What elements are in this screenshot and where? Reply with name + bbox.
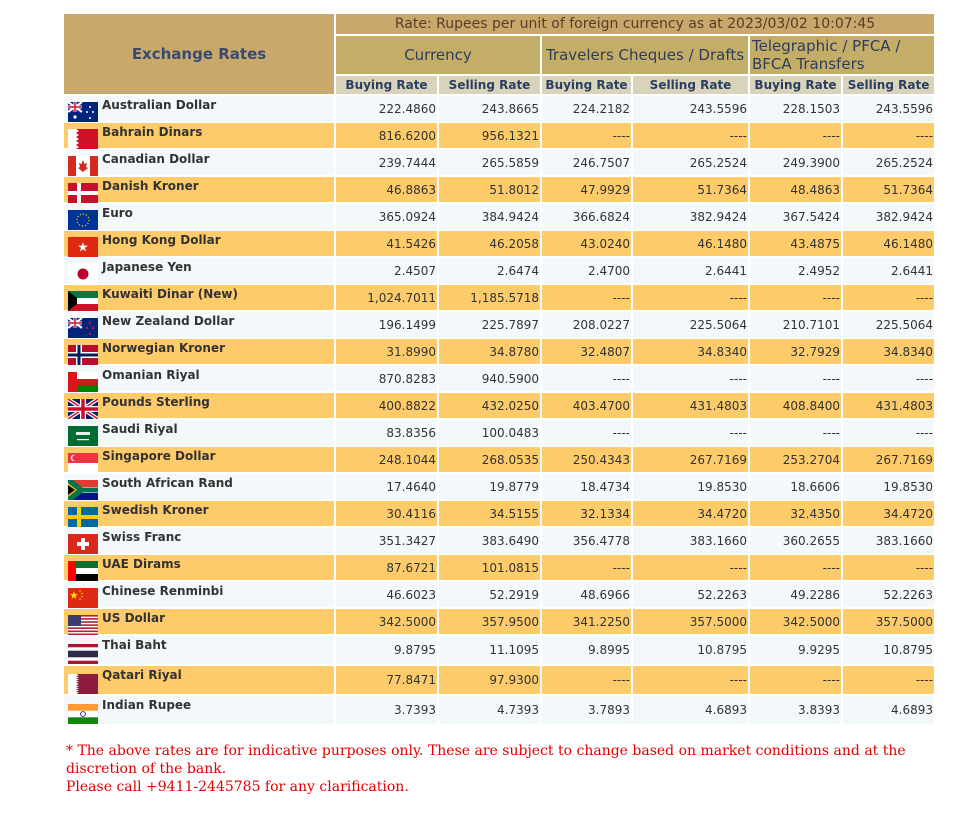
currency-selling-rate-cell: 225.7897 — [439, 312, 540, 337]
tc-selling-rate-cell: 265.2524 — [633, 150, 748, 175]
sub-header-selling-rate: Selling Rate — [439, 76, 540, 94]
tc-buying-rate-cell: 3.7893 — [542, 696, 631, 724]
tt-selling-rate-cell: 52.2263 — [843, 582, 934, 607]
tc-buying-rate-cell: 9.8995 — [542, 636, 631, 664]
currency-name: Singapore Dollar — [102, 449, 216, 463]
currency-name-cell — [64, 555, 334, 580]
table-row — [64, 555, 934, 580]
tt-selling-rate-cell: ---- — [843, 366, 934, 391]
norway-flag-icon — [68, 345, 98, 365]
currency-selling-rate-cell: 52.2919 — [439, 582, 540, 607]
tt-buying-rate-cell: ---- — [750, 285, 841, 310]
tc-selling-rate-cell: ---- — [633, 123, 748, 148]
currency-name: Euro — [102, 206, 133, 220]
table-row — [64, 582, 934, 607]
tc-selling-rate-cell: 34.8340 — [633, 339, 748, 364]
currency-selling-rate-cell: 11.1095 — [439, 636, 540, 664]
canada-flag-icon — [68, 156, 98, 176]
tt-buying-rate-cell: 9.9295 — [750, 636, 841, 664]
table-row — [64, 204, 934, 229]
table-row — [64, 420, 934, 445]
table-row — [64, 285, 934, 310]
currency-name: Saudi Riyal — [102, 422, 178, 436]
tt-selling-rate-cell: 382.9424 — [843, 204, 934, 229]
china-flag-icon — [68, 588, 98, 608]
group-currency: Currency — [336, 36, 540, 74]
tt-selling-rate-cell: 267.7169 — [843, 447, 934, 472]
currency-name: Norwegian Kroner — [102, 341, 226, 355]
currency-name-cell — [64, 312, 334, 337]
table-row — [64, 636, 934, 664]
tc-selling-rate-cell: 51.7364 — [633, 177, 748, 202]
currency-name: Qatari Riyal — [102, 668, 182, 682]
tc-buying-rate-cell: 224.2182 — [542, 96, 631, 121]
tt-buying-rate-cell: 408.8400 — [750, 393, 841, 418]
tc-buying-rate-cell: ---- — [542, 366, 631, 391]
currency-buying-rate-cell: 365.0924 — [336, 204, 437, 229]
tc-selling-rate-cell: 225.5064 — [633, 312, 748, 337]
currency-name: Japanese Yen — [102, 260, 192, 274]
tc-buying-rate-cell: ---- — [542, 285, 631, 310]
currency-selling-rate-cell: 384.9424 — [439, 204, 540, 229]
currency-buying-rate-cell: 77.8471 — [336, 666, 437, 694]
currency-buying-rate-cell: 46.6023 — [336, 582, 437, 607]
south-africa-flag-icon — [68, 480, 98, 500]
table-row — [64, 339, 934, 364]
tc-buying-rate-cell: ---- — [542, 555, 631, 580]
currency-selling-rate-cell: 34.8780 — [439, 339, 540, 364]
tt-buying-rate-cell: ---- — [750, 123, 841, 148]
eu-flag-icon — [68, 210, 98, 230]
currency-name-cell — [64, 366, 334, 391]
currency-name-cell — [64, 582, 334, 607]
table-row — [64, 609, 934, 634]
table-title: Exchange Rates — [64, 14, 334, 94]
currency-name-cell — [64, 123, 334, 148]
currency-name-cell — [64, 420, 334, 445]
currency-name: Danish Kroner — [102, 179, 199, 193]
table-row — [64, 393, 934, 418]
india-flag-icon — [68, 704, 98, 724]
tc-selling-rate-cell: ---- — [633, 420, 748, 445]
sub-header-buying-rate: Buying Rate — [750, 76, 841, 94]
currency-buying-rate-cell: 46.8863 — [336, 177, 437, 202]
saudi-arabia-flag-icon — [68, 426, 98, 446]
group-travelers-cheques: Travelers Cheques / Drafts — [542, 36, 748, 74]
tt-selling-rate-cell: 2.6441 — [843, 258, 934, 283]
usa-flag-icon — [68, 615, 98, 635]
tc-selling-rate-cell: 52.2263 — [633, 582, 748, 607]
currency-name-cell — [64, 150, 334, 175]
uae-flag-icon — [68, 561, 98, 581]
uk-flag-icon — [68, 399, 98, 419]
currency-buying-rate-cell: 3.7393 — [336, 696, 437, 724]
currency-name: South African Rand — [102, 476, 233, 490]
currency-selling-rate-cell: 383.6490 — [439, 528, 540, 553]
currency-name-cell — [64, 636, 334, 664]
currency-name: US Dollar — [102, 611, 166, 625]
tt-selling-rate-cell: 34.4720 — [843, 501, 934, 526]
table-row — [64, 528, 934, 553]
table-row — [64, 501, 934, 526]
tt-selling-rate-cell: ---- — [843, 420, 934, 445]
table-row — [64, 96, 934, 121]
tt-selling-rate-cell: 357.5000 — [843, 609, 934, 634]
tt-buying-rate-cell: 360.2655 — [750, 528, 841, 553]
tt-selling-rate-cell: 431.4803 — [843, 393, 934, 418]
singapore-flag-icon — [68, 453, 98, 473]
currency-name-cell — [64, 231, 334, 256]
tc-buying-rate-cell: 43.0240 — [542, 231, 631, 256]
currency-buying-rate-cell: 31.8990 — [336, 339, 437, 364]
tc-selling-rate-cell: 243.5596 — [633, 96, 748, 121]
tt-buying-rate-cell: 32.4350 — [750, 501, 841, 526]
hong-kong-flag-icon — [68, 237, 98, 257]
tc-selling-rate-cell: 10.8795 — [633, 636, 748, 664]
currency-name-cell — [64, 339, 334, 364]
tc-buying-rate-cell: 366.6824 — [542, 204, 631, 229]
table-row — [64, 666, 934, 694]
currency-name-cell — [64, 447, 334, 472]
tc-buying-rate-cell: 48.6966 — [542, 582, 631, 607]
tc-selling-rate-cell: ---- — [633, 285, 748, 310]
tt-buying-rate-cell: 249.3900 — [750, 150, 841, 175]
currency-selling-rate-cell: 19.8779 — [439, 474, 540, 499]
exchange-rates-table — [62, 12, 936, 726]
currency-selling-rate-cell: 956.1321 — [439, 123, 540, 148]
tt-buying-rate-cell: 2.4952 — [750, 258, 841, 283]
currency-selling-rate-cell: 243.8665 — [439, 96, 540, 121]
table-row — [64, 123, 934, 148]
currency-name-cell — [64, 393, 334, 418]
tt-buying-rate-cell: 367.5424 — [750, 204, 841, 229]
currency-buying-rate-cell: 30.4116 — [336, 501, 437, 526]
currency-selling-rate-cell: 268.0535 — [439, 447, 540, 472]
currency-selling-rate-cell: 1,185.5718 — [439, 285, 540, 310]
tc-selling-rate-cell: 19.8530 — [633, 474, 748, 499]
currency-name: Chinese Renminbi — [102, 584, 224, 598]
table-row — [64, 312, 934, 337]
currency-selling-rate-cell: 100.0483 — [439, 420, 540, 445]
tc-selling-rate-cell: 382.9424 — [633, 204, 748, 229]
currency-buying-rate-cell: 351.3427 — [336, 528, 437, 553]
tt-buying-rate-cell: ---- — [750, 366, 841, 391]
tt-buying-rate-cell: 342.5000 — [750, 609, 841, 634]
tc-buying-rate-cell: 208.0227 — [542, 312, 631, 337]
currency-name: Pounds Sterling — [102, 395, 210, 409]
currency-buying-rate-cell: 400.8822 — [336, 393, 437, 418]
qatar-flag-icon — [68, 674, 98, 694]
table-row — [64, 150, 934, 175]
tc-selling-rate-cell: ---- — [633, 666, 748, 694]
australia-flag-icon — [68, 102, 98, 122]
rate-caption: Rate: Rupees per unit of foreign currency as at 2023/03/02 10:07:45 — [336, 14, 934, 34]
group-telegraphic-transfers: Telegraphic / PFCA / BFCA Transfers — [750, 36, 934, 74]
tt-selling-rate-cell: ---- — [843, 666, 934, 694]
tt-selling-rate-cell: 19.8530 — [843, 474, 934, 499]
tt-buying-rate-cell: 253.2704 — [750, 447, 841, 472]
currency-name: Hong Kong Dollar — [102, 233, 221, 247]
table-row — [64, 231, 934, 256]
currency-selling-rate-cell: 4.7393 — [439, 696, 540, 724]
table-row — [64, 177, 934, 202]
currency-buying-rate-cell: 870.8283 — [336, 366, 437, 391]
currency-buying-rate-cell: 342.5000 — [336, 609, 437, 634]
currency-selling-rate-cell: 51.8012 — [439, 177, 540, 202]
tc-selling-rate-cell: 357.5000 — [633, 609, 748, 634]
tc-buying-rate-cell: 32.4807 — [542, 339, 631, 364]
currency-name: Omanian Riyal — [102, 368, 200, 382]
currency-name-cell — [64, 474, 334, 499]
currency-name: Bahrain Dinars — [102, 125, 203, 139]
currency-name-cell — [64, 501, 334, 526]
tt-selling-rate-cell: 4.6893 — [843, 696, 934, 724]
currency-selling-rate-cell: 34.5155 — [439, 501, 540, 526]
currency-buying-rate-cell: 83.8356 — [336, 420, 437, 445]
disclaimer-text: * The above rates are for indicative purposes only. These are subject to change based on market conditions and at the discretion of the bank. — [66, 743, 906, 777]
currency-buying-rate-cell: 2.4507 — [336, 258, 437, 283]
tt-selling-rate-cell: ---- — [843, 555, 934, 580]
currency-name: Australian Dollar — [102, 98, 217, 112]
currency-buying-rate-cell: 239.7444 — [336, 150, 437, 175]
sub-header-buying-rate: Buying Rate — [336, 76, 437, 94]
currency-selling-rate-cell: 46.2058 — [439, 231, 540, 256]
tt-buying-rate-cell: 43.4875 — [750, 231, 841, 256]
tc-buying-rate-cell: 2.4700 — [542, 258, 631, 283]
currency-name: Swedish Kroner — [102, 503, 209, 517]
tc-selling-rate-cell: 46.1480 — [633, 231, 748, 256]
currency-buying-rate-cell: 248.1044 — [336, 447, 437, 472]
denmark-flag-icon — [68, 183, 98, 203]
sub-header-selling-rate: Selling Rate — [633, 76, 748, 94]
tt-selling-rate-cell: 10.8795 — [843, 636, 934, 664]
currency-name-cell — [64, 528, 334, 553]
tc-buying-rate-cell: ---- — [542, 666, 631, 694]
tc-buying-rate-cell: 250.4343 — [542, 447, 631, 472]
tc-selling-rate-cell: 383.1660 — [633, 528, 748, 553]
japan-flag-icon — [68, 264, 98, 284]
tt-selling-rate-cell: ---- — [843, 285, 934, 310]
currency-buying-rate-cell: 816.6200 — [336, 123, 437, 148]
currency-buying-rate-cell: 196.1499 — [336, 312, 437, 337]
switzerland-flag-icon — [68, 534, 98, 554]
currency-name: Canadian Dollar — [102, 152, 210, 166]
tc-selling-rate-cell: ---- — [633, 555, 748, 580]
contact-text: Please call +9411-2445785 for any clarification. — [66, 779, 409, 795]
currency-name-cell — [64, 96, 334, 121]
sweden-flag-icon — [68, 507, 98, 527]
currency-name: Indian Rupee — [102, 698, 192, 712]
tc-buying-rate-cell: 246.7507 — [542, 150, 631, 175]
currency-name-cell — [64, 204, 334, 229]
tt-selling-rate-cell: ---- — [843, 123, 934, 148]
currency-name: Swiss Franc — [102, 530, 182, 544]
tt-buying-rate-cell: 228.1503 — [750, 96, 841, 121]
currency-buying-rate-cell: 1,024.7011 — [336, 285, 437, 310]
currency-name-cell — [64, 258, 334, 283]
tc-buying-rate-cell: 32.1334 — [542, 501, 631, 526]
tt-buying-rate-cell: 49.2286 — [750, 582, 841, 607]
currency-name: Thai Baht — [102, 638, 167, 652]
table-row — [64, 696, 934, 724]
currency-buying-rate-cell: 87.6721 — [336, 555, 437, 580]
table-row — [64, 474, 934, 499]
currency-selling-rate-cell: 2.6474 — [439, 258, 540, 283]
currency-name-cell — [64, 177, 334, 202]
tc-selling-rate-cell: 431.4803 — [633, 393, 748, 418]
tt-selling-rate-cell: 243.5596 — [843, 96, 934, 121]
sub-header-selling-rate: Selling Rate — [843, 76, 934, 94]
tc-selling-rate-cell: 267.7169 — [633, 447, 748, 472]
tc-buying-rate-cell: 356.4778 — [542, 528, 631, 553]
currency-name-cell — [64, 666, 334, 694]
thailand-flag-icon — [68, 644, 98, 664]
currency-buying-rate-cell: 41.5426 — [336, 231, 437, 256]
table-row — [64, 366, 934, 391]
tt-buying-rate-cell: ---- — [750, 666, 841, 694]
tt-buying-rate-cell: 18.6606 — [750, 474, 841, 499]
tc-buying-rate-cell: 47.9929 — [542, 177, 631, 202]
sub-header-buying-rate: Buying Rate — [542, 76, 631, 94]
rates-body — [64, 96, 934, 724]
currency-buying-rate-cell: 222.4860 — [336, 96, 437, 121]
tc-buying-rate-cell: ---- — [542, 123, 631, 148]
currency-buying-rate-cell: 17.4640 — [336, 474, 437, 499]
tt-buying-rate-cell: ---- — [750, 420, 841, 445]
tt-buying-rate-cell: 210.7101 — [750, 312, 841, 337]
tt-selling-rate-cell: 265.2524 — [843, 150, 934, 175]
footnote — [66, 742, 936, 796]
tt-buying-rate-cell: ---- — [750, 555, 841, 580]
tc-selling-rate-cell: 34.4720 — [633, 501, 748, 526]
kuwait-flag-icon — [68, 291, 98, 311]
table-row — [64, 258, 934, 283]
tc-buying-rate-cell: 341.2250 — [542, 609, 631, 634]
tt-buying-rate-cell: 48.4863 — [750, 177, 841, 202]
currency-selling-rate-cell: 940.5900 — [439, 366, 540, 391]
tc-selling-rate-cell: ---- — [633, 366, 748, 391]
tt-selling-rate-cell: 51.7364 — [843, 177, 934, 202]
bahrain-flag-icon — [68, 129, 98, 149]
currency-name: UAE Dirams — [102, 557, 181, 571]
tc-buying-rate-cell: 18.4734 — [542, 474, 631, 499]
table-row — [64, 447, 934, 472]
currency-selling-rate-cell: 97.9300 — [439, 666, 540, 694]
tt-buying-rate-cell: 32.7929 — [750, 339, 841, 364]
tc-selling-rate-cell: 4.6893 — [633, 696, 748, 724]
currency-name-cell — [64, 285, 334, 310]
currency-selling-rate-cell: 432.0250 — [439, 393, 540, 418]
currency-selling-rate-cell: 357.9500 — [439, 609, 540, 634]
tt-selling-rate-cell: 383.1660 — [843, 528, 934, 553]
tt-selling-rate-cell: 225.5064 — [843, 312, 934, 337]
currency-name-cell — [64, 609, 334, 634]
tc-selling-rate-cell: 2.6441 — [633, 258, 748, 283]
currency-name: New Zealand Dollar — [102, 314, 235, 328]
currency-selling-rate-cell: 265.5859 — [439, 150, 540, 175]
currency-name-cell — [64, 696, 334, 724]
tc-buying-rate-cell: 403.4700 — [542, 393, 631, 418]
currency-name: Kuwaiti Dinar (New) — [102, 287, 239, 301]
tt-buying-rate-cell: 3.8393 — [750, 696, 841, 724]
oman-flag-icon — [68, 372, 98, 392]
tc-buying-rate-cell: ---- — [542, 420, 631, 445]
tt-selling-rate-cell: 34.8340 — [843, 339, 934, 364]
currency-selling-rate-cell: 101.0815 — [439, 555, 540, 580]
exchange-rates-panel — [64, 12, 934, 726]
tt-selling-rate-cell: 46.1480 — [843, 231, 934, 256]
currency-buying-rate-cell: 9.8795 — [336, 636, 437, 664]
new-zealand-flag-icon — [68, 318, 98, 338]
